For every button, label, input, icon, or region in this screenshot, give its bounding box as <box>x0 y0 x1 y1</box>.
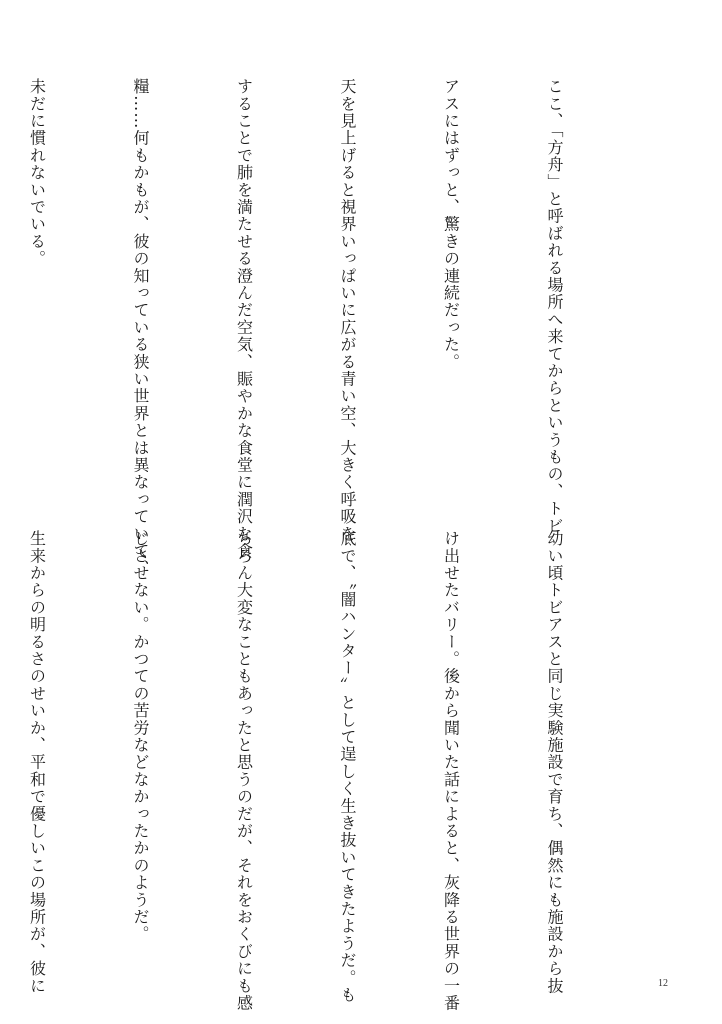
text-line: 底で、〝闇ハンター〟として逞しく生き抜いてきたようだ。も <box>338 530 357 1004</box>
text-line: 生来からの明るさのせいか、平和で優しいこの場所が、彼に <box>27 530 47 995</box>
text-line: ちろん大変なこともあったと思うのだが、それをおくびにも感 <box>234 530 254 1012</box>
text-line: 幼い頃トビアスと同じ実験施設で育ち、偶然にも施設から抜 <box>545 530 564 995</box>
text-line: じさせない。かつての苦労などなかったかのようだ。 <box>131 530 150 943</box>
text-line: 天を見上げると視界いっぱいに広がる青い空、大きく呼吸を <box>338 78 357 543</box>
upper-text-block <box>0 78 640 577</box>
text-line: 未だに慣れないでいる。 <box>27 78 47 268</box>
text-line: ここ、「方舟」と呼ばれる場所へ来てからというもの、トビ <box>545 78 564 535</box>
text-line: することで肺を満たせる澄んだ空気、賑やかな食堂に潤沢な食 <box>234 78 254 560</box>
text-line: け出せたバリー。後から聞いた話によると、灰降る世界の一番 <box>441 530 461 1012</box>
text-line: 糧……何もかもが、彼の知っている狭い世界とは異なっていて、 <box>131 78 150 577</box>
text-line: アスにはずっと、驚きの連続だった。 <box>441 78 461 371</box>
lower-text-block <box>0 530 640 1012</box>
page-number: 12 <box>658 978 668 989</box>
